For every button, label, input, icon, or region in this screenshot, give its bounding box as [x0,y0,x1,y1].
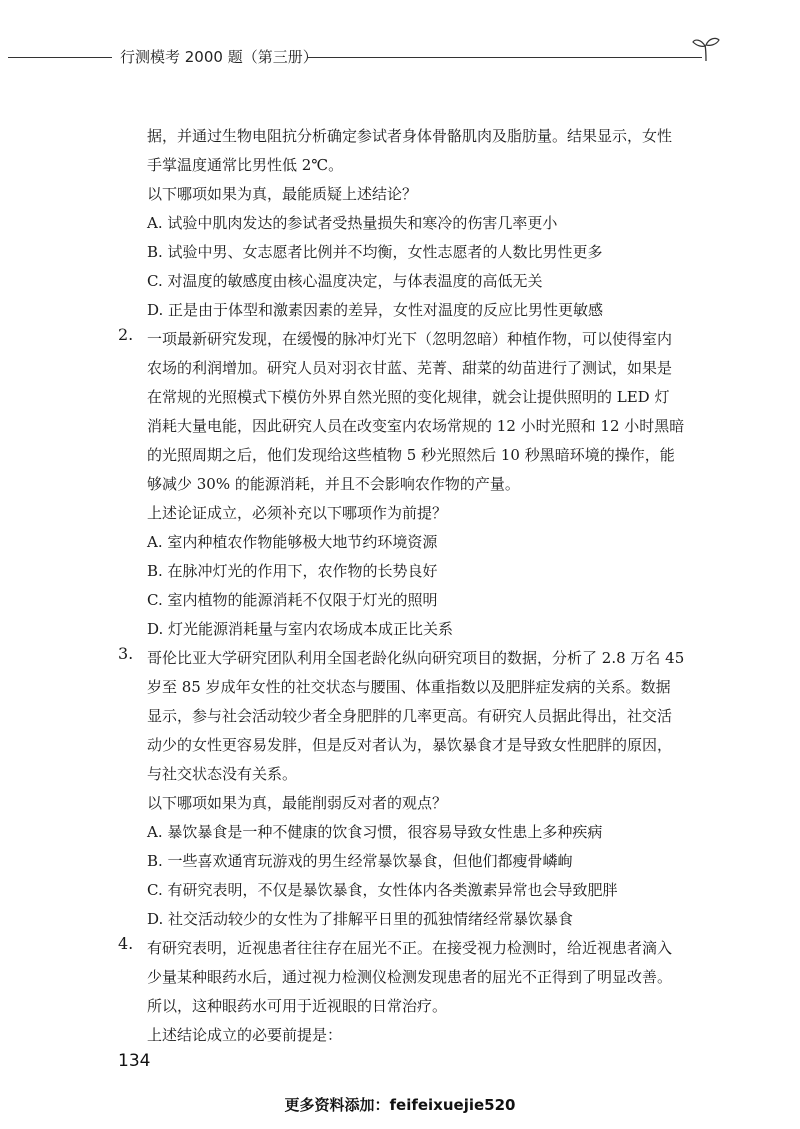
paragraph-line: 动少的女性更容易发胖，但是反对者认为，暴饮暴食才是导致女性肥胖的原因， [147,736,673,754]
option-c: C. 室内植物的能源消耗不仅限于灯光的照明 [147,591,438,609]
paragraph-line: 够减少 30% 的能源消耗，并且不会影响农作物的产量。 [147,475,520,493]
paragraph-line: 少量某种眼药水后，通过视力检测仪检测发现患者的屈光不正得到了明显改善。 [147,968,673,986]
paragraph-line: 显示，参与社会活动较少者全身肥胖的几率更高。有研究人员据此得出，社交活 [147,707,673,725]
sprout-icon [692,36,720,62]
paragraph-line: 的光照周期之后，他们发现给这些植物 5 秒光照然后 10 秒黑暗环境的操作，能 [147,446,675,464]
question-number: 2. [118,325,134,344]
option-b: B. 试验中男、女志愿者比例并不均衡，女性志愿者的人数比男性更多 [147,243,603,261]
question-2 [118,325,718,644]
option-a: A. 试验中肌肉发达的参试者受热量损失和寒冷的伤害几率更小 [147,214,558,232]
question-3 [118,644,718,934]
footer-note: 更多资料添加：feifeixuejie520 [284,1096,516,1114]
question-number: 4. [118,934,134,953]
page-body [118,122,718,1050]
question-4 [118,934,718,1050]
option-a: A. 暴饮暴食是一种不健康的饮食习惯，很容易导致女性患上多种疾病 [147,823,603,841]
page-number: 134 [118,1051,151,1071]
option-d: D. 正是由于体型和激素因素的差异，女性对温度的反应比男性更敏感 [147,301,604,319]
option-c: C. 对温度的敏感度由核心温度决定，与体表温度的高低无关 [147,272,543,290]
page-header [8,44,720,68]
paragraph-line: 与社交状态没有关系。 [147,765,298,783]
paragraph-line: 所以，这种眼药水可用于近视眼的日常治疗。 [147,997,448,1015]
running-title: 行测模考 2000 题（第三册） [120,48,318,66]
option-d: D. 灯光能源消耗量与室内农场成本成正比关系 [147,620,454,638]
option-b: B. 一些喜欢通宵玩游戏的男生经常暴饮暴食，但他们都瘦骨嶙峋 [147,852,573,870]
paragraph-line: 手掌温度通常比男性低 2℃。 [147,156,344,174]
paragraph-line: 据，并通过生物电阻抗分析确定参试者身体骨骼肌肉及脂肪量。结果显示，女性 [147,127,673,145]
paragraph-line: 一项最新研究发现，在缓慢的脉冲灯光下（忽明忽暗）种植作物，可以使得室内 [147,330,673,348]
question-prompt: 上述结论成立的必要前提是： [147,1026,343,1044]
question-number: 3. [118,644,134,663]
option-a: A. 室内种植农作物能够极大地节约环境资源 [147,533,438,551]
paragraph-line: 有研究表明，近视患者往往存在屈光不正。在接受视力检测时，给近视患者滴入 [147,939,673,957]
intro-block [118,122,718,325]
option-d: D. 社交活动较少的女性为了排解平日里的孤独情绪经常暴饮暴食 [147,910,574,928]
paragraph-line: 农场的利润增加。研究人员对羽衣甘蓝、芜菁、甜菜的幼苗进行了测试，如果是 [147,359,673,377]
header-rule-right [308,57,702,58]
question-prompt: 以下哪项如果为真，最能质疑上述结论？ [147,185,418,203]
question-prompt: 上述论证成立，必须补充以下哪项作为前提？ [147,504,448,522]
question-prompt: 以下哪项如果为真，最能削弱反对者的观点？ [147,794,448,812]
paragraph-line: 消耗大量电能，因此研究人员在改变室内农场常规的 12 小时光照和 12 小时黑暗 [147,417,685,435]
option-b: B. 在脉冲灯光的作用下，农作物的长势良好 [147,562,438,580]
option-c: C. 有研究表明，不仅是暴饮暴食，女性体内各类激素异常也会导致肥胖 [147,881,618,899]
paragraph-line: 岁至 85 岁成年女性的社交状态与腰围、体重指数以及肥胖症发病的关系。数据 [147,678,671,696]
paragraph-line: 在常规的光照模式下模仿外界自然光照的变化规律，就会让提供照明的 LED 灯 [147,388,670,406]
paragraph-line: 哥伦比亚大学研究团队利用全国老龄化纵向研究项目的数据，分析了 2.8 万名 45 [147,649,685,667]
header-rule-left [8,57,112,58]
